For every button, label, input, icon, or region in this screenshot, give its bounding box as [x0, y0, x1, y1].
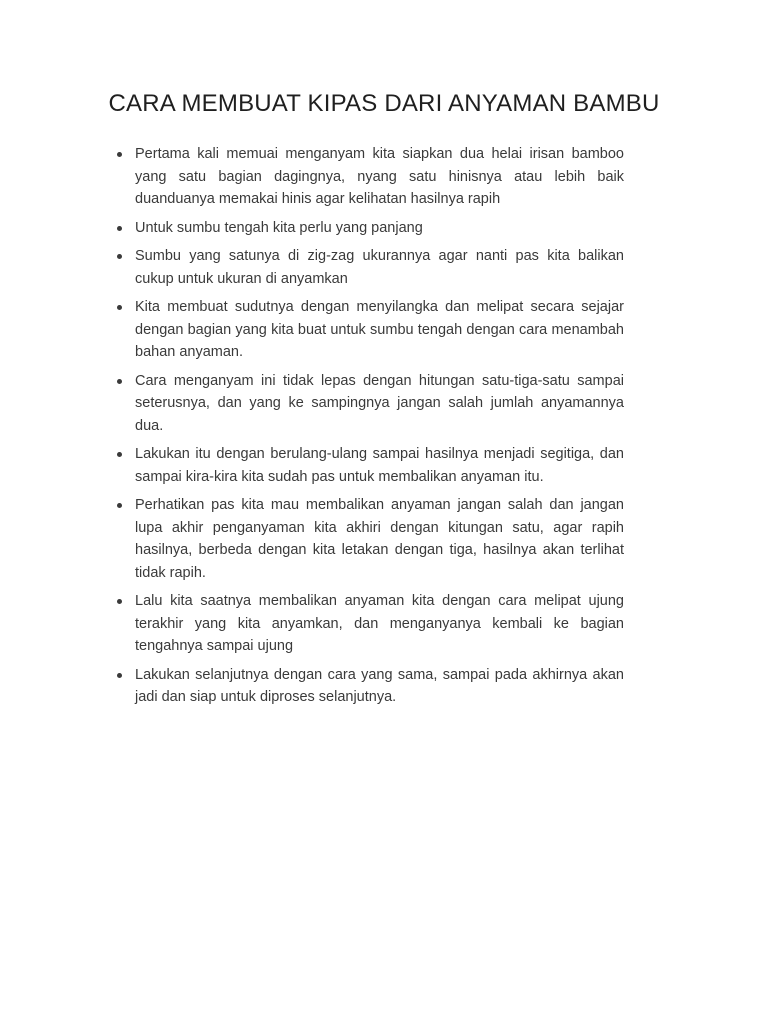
list-item — [114, 296, 624, 364]
bullet-icon — [117, 452, 122, 457]
bullet-icon — [117, 254, 122, 259]
bullet-icon — [117, 226, 122, 231]
step-text: Perhatikan pas kita mau membalikan anyaman jangan salah dan jangan lupa akhir penganyaman kita akhiri dengan kitungan satu, agar rapih hasilnya, berbeda dengan kita letakan dengan tiga, hasilnya akan terlihat tidak rapih. — [135, 497, 624, 581]
bullet-icon — [117, 503, 122, 508]
step-text: Lalu kita saatnya membalikan anyaman kita dengan cara melipat ujung terakhir yang kita anyamkan, dan menganyanya kembali ke bagian tengahnya sampai ujung — [135, 593, 624, 654]
list-item — [114, 590, 624, 658]
bullet-icon — [117, 599, 122, 604]
step-text: Lakukan selanjutnya dengan cara yang sama, sampai pada akhirnya akan jadi dan siap untuk diproses selanjutnya. — [135, 666, 624, 705]
bullet-icon — [117, 305, 122, 310]
step-text: Kita membuat sudutnya dengan menyilangka dan melipat secara sejajar dengan bagian yang kita buat untuk sumbu tengah dengan cara menambah bahan anyaman. — [135, 299, 624, 360]
list-item — [114, 217, 624, 240]
page-title: CARA MEMBUAT KIPAS DARI ANYAMAN BAMBU — [108, 90, 660, 117]
bullet-icon — [117, 379, 122, 384]
bullet-icon — [117, 152, 122, 157]
step-text: Sumbu yang satunya di zig-zag ukurannya agar nanti pas kita balikan cukup untuk ukuran di anyamkan — [135, 248, 624, 287]
list-item — [114, 245, 624, 290]
list-item — [114, 370, 624, 438]
list-item — [114, 143, 624, 211]
step-text: Lakukan itu dengan berulang-ulang sampai hasilnya menjadi segitiga, dan sampai kira-kira kita sudah pas untuk membalikan anyaman itu. — [135, 446, 624, 485]
step-text: Untuk sumbu tengah kita perlu yang panjang — [135, 219, 423, 236]
list-item — [114, 664, 624, 709]
bullet-icon — [117, 673, 122, 678]
step-text: Cara menganyam ini tidak lepas dengan hitungan satu-tiga-satu sampai seterusnya, dan yang ke sampingnya jangan salah jumlah anyamannya dua. — [135, 372, 624, 434]
list-item — [114, 443, 624, 488]
steps-list — [114, 143, 624, 715]
step-text: Pertama kali memuai menganyam kita siapkan dua helai irisan bamboo yang satu bagian dagingnya, nyang satu hinisnya atau lebih baik duanduanya memakai hinis agar kelihatan hasilnya rapih — [135, 146, 624, 207]
list-item — [114, 494, 624, 584]
